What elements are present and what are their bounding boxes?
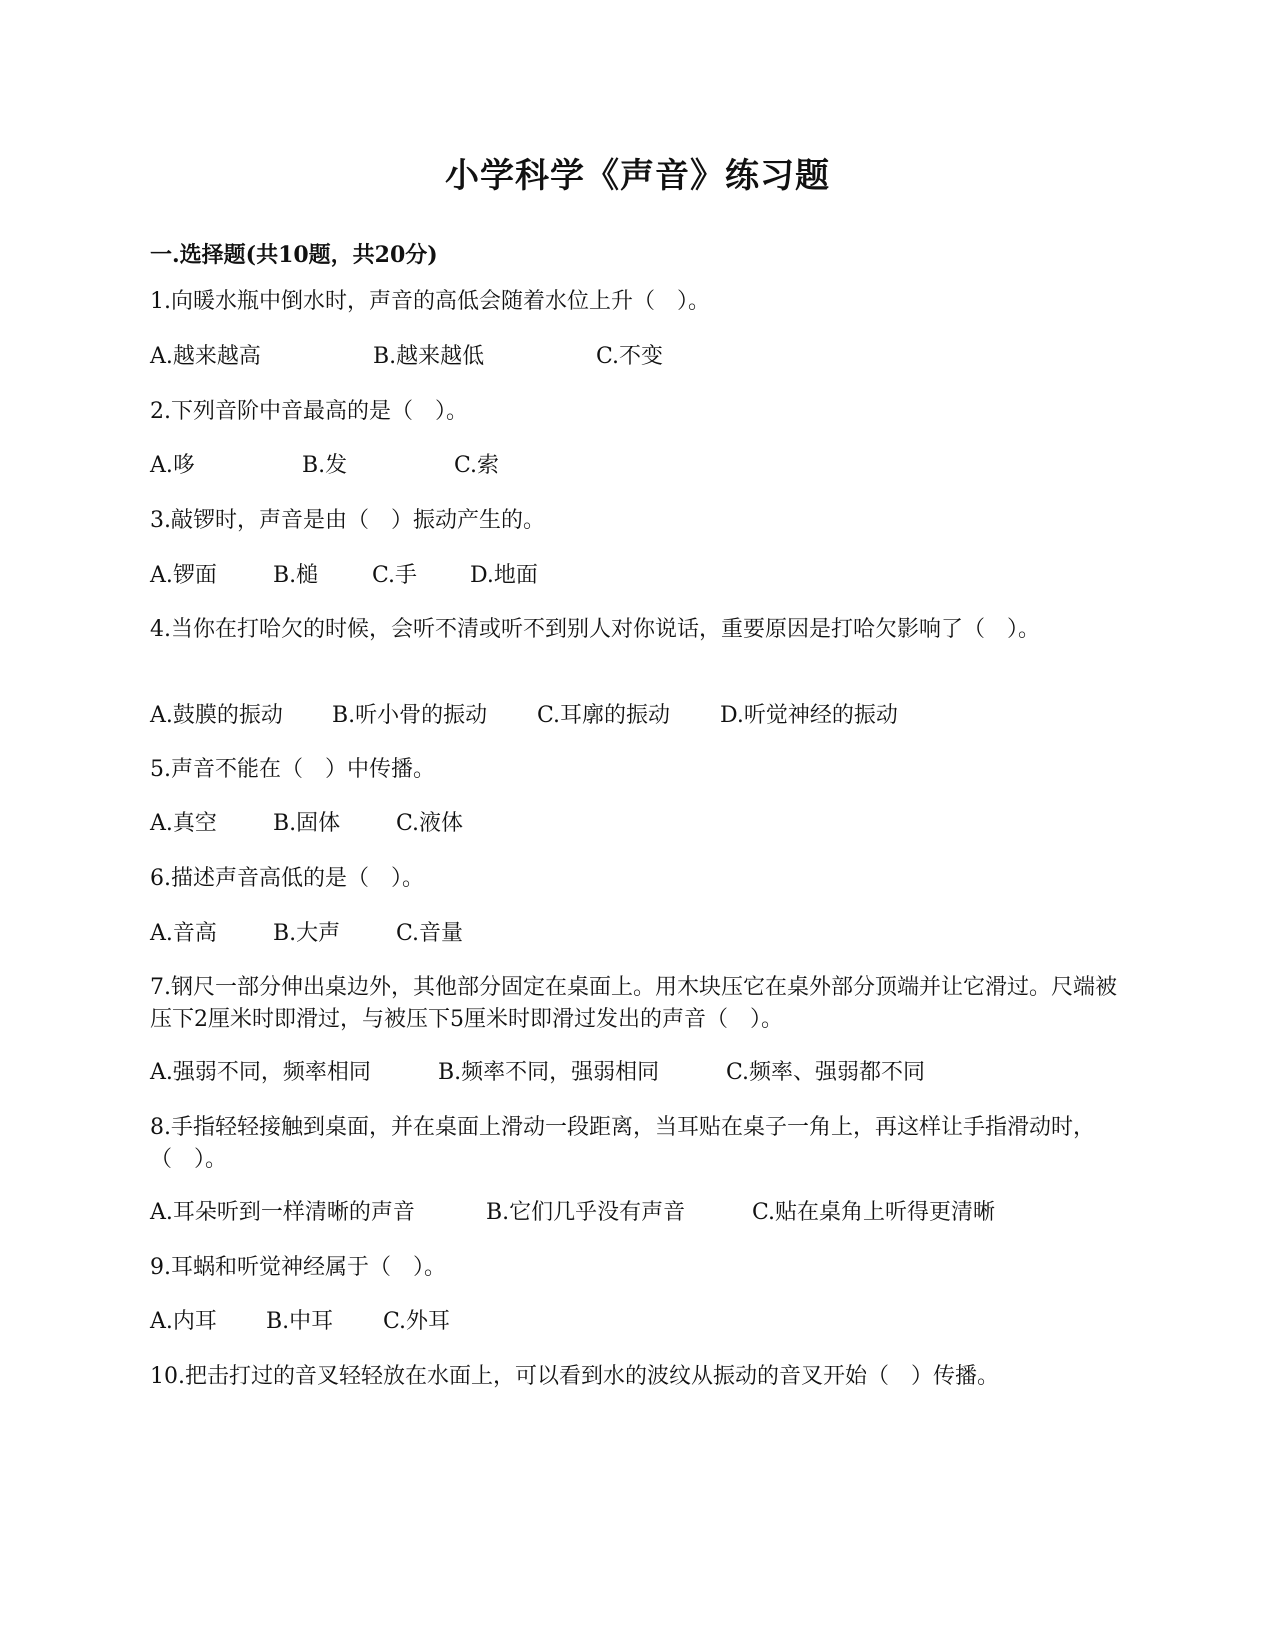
question-9-text: 9.耳蜗和听觉神经属于（ ）。: [150, 1255, 446, 1280]
option-c: C.手: [372, 563, 418, 588]
question-1-text: 1.向暖水瓶中倒水时，声音的高低会随着水位上升（ ）。: [150, 289, 710, 314]
option-c: C.不变: [596, 344, 664, 369]
option-c: C.贴在桌角上听得更清晰: [752, 1200, 996, 1225]
question-2-text: 2.下列音阶中音最高的是（ ）。: [150, 399, 468, 424]
page-title: 小学科学《声音》练习题: [445, 156, 830, 196]
option-d: D.听觉神经的振动: [720, 703, 898, 728]
option-b: B.槌: [273, 563, 319, 588]
option-d: D.地面: [470, 563, 538, 588]
option-b: B.发: [302, 453, 348, 478]
option-a: A.真空: [150, 811, 217, 836]
option-b: B.它们几乎没有声音: [486, 1200, 686, 1225]
option-a: A.越来越高: [150, 344, 261, 369]
option-a: A.锣面: [150, 563, 217, 588]
option-b: B.频率不同，强弱相同: [438, 1060, 660, 1085]
option-c: C.耳廓的振动: [537, 703, 671, 728]
question-3-text: 3.敲锣时，声音是由（ ）振动产生的。: [150, 508, 545, 533]
question-4-text: 4.当你在打哈欠的时候，会听不清或听不到别人对你说话，重要原因是打哈欠影响了（ ）。: [150, 617, 1040, 642]
option-a: A.鼓膜的振动: [150, 703, 283, 728]
option-b: B.越来越低: [373, 344, 485, 369]
option-c: C.液体: [396, 811, 464, 836]
option-a: A.耳朵听到一样清晰的声音: [150, 1200, 415, 1225]
option-a: A.音高: [150, 921, 217, 946]
option-b: B.固体: [273, 811, 341, 836]
option-c: C.索: [454, 453, 500, 478]
option-b: B.大声: [273, 921, 341, 946]
question-6-text: 6.描述声音高低的是（ ）。: [150, 866, 424, 891]
question-10-text: 10.把击打过的音叉轻轻放在水面上，可以看到水的波纹从振动的音叉开始（ ）传播。: [150, 1364, 999, 1389]
option-a: A.强弱不同，频率相同: [150, 1060, 371, 1085]
option-a: A.内耳: [150, 1309, 217, 1334]
option-b: B.听小骨的振动: [332, 703, 488, 728]
option-c: C.音量: [396, 921, 464, 946]
section-heading: 一.选择题(共10题，共20分): [150, 242, 438, 268]
question-5-text: 5.声音不能在（ ）中传播。: [150, 757, 435, 782]
option-b: B.中耳: [266, 1309, 334, 1334]
question-8-text: 8.手指轻轻接触到桌面，并在桌面上滑动一段距离，当耳贴在桌子一角上，再这样让手指滑动时，（ ）。: [150, 1115, 1095, 1172]
option-a: A.哆: [150, 453, 195, 478]
option-c: C.频率、强弱都不同: [726, 1060, 926, 1085]
question-7-text: 7.钢尺一部分伸出桌边外，其他部分固定在桌面上。用木块压它在桌外部分顶端并让它滑过。尺端被压下2厘米时即滑过，与被压下5厘米时即滑过发出的声音（ ）。: [150, 975, 1117, 1032]
option-c: C.外耳: [383, 1309, 451, 1334]
